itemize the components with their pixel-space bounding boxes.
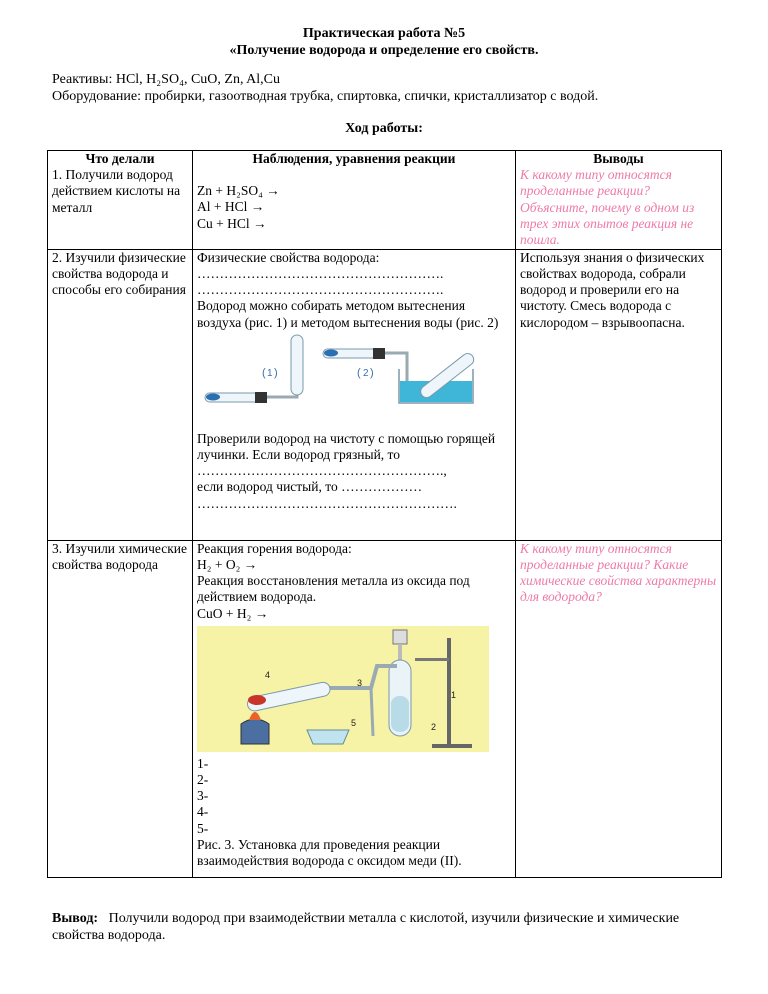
row3-item-4: 4- [197,804,209,820]
row1-conclusion: К какому типу относятся проделанные реакции? Объясните, почему в одном из трех этих опытов реакция не пошла. [516,167,722,249]
row2-dots3: …………………………………………………. [197,495,457,511]
reagents-line [52,71,280,88]
row2-phys-label: Физические свойства водорода: [197,249,380,265]
row3-eq-reduce: CuO + H₂ → [197,605,269,621]
svg-text:): ) [274,366,278,379]
final-conclusion [52,910,732,944]
row3-item-2: 2- [197,771,209,787]
row2-purity-text2: если водород чистый, то ……………… [197,479,423,495]
fig1-apparatus [205,335,303,403]
row3-item-3: 3- [197,788,209,804]
fig3-label-1: 1 [451,689,457,700]
fig1-label: 1 [267,367,273,379]
row2-purity-text: Проверили водород на чистоту с помощью горящей лучинки. Если водород грязный, то ………………………………………………., [197,430,496,479]
row1-observations [193,167,516,249]
progress-heading: Ход работы: [345,121,423,136]
final-label: Вывод: [52,911,99,926]
row1-done: 1. Получили водород действием кислоты на металл [48,167,193,249]
svg-text:(: ( [357,366,361,379]
equipment-line [52,88,598,105]
equipment-label: Оборудование: [52,89,142,104]
header-done: Что делали [48,151,193,168]
row3-burn-label: Реакция горения водорода: [197,540,352,556]
row2-dots1: ………………………………………………. [197,265,444,281]
row3-conclusion: К какому типу относятся проделанные реакции? Какие химические свойства характерны для водорода? [516,540,722,877]
reagents-label: Реактивы: [52,72,113,87]
fig3-label-4: 4 [265,669,271,680]
header-conclusions: Выводы [516,151,722,168]
fig3-label-5: 5 [351,717,357,728]
row3-item-1: 1- [197,755,209,771]
fig3-label-3: 3 [357,677,363,688]
header-observations: Наблюдения, уравнения реакции [193,151,516,168]
reduction-setup-figure [197,626,489,752]
figure-caption: Рис. 3. Установка для проведения реакции взаимодействия водорода с оксидом меди (II). [197,836,462,868]
fig2-apparatus [323,348,476,403]
row2-dots2: ………………………………………………. [197,282,444,298]
reagents-text: HCl, H₂SO₄, CuO, Zn, Al,Cu [115,72,281,87]
row3-eq-burn: H₂ + O₂ → [197,556,258,572]
row3-item-5: 5- [197,820,209,836]
row3-done: 3. Изучили химические свойства водорода [48,540,193,877]
equipment-text: пробирки, газоотводная трубка, спиртовка, спички, кристаллизатор с водой. [144,89,599,104]
row1-eq1: Zn + H₂SO₄ → [197,183,280,199]
collection-figure [197,331,497,431]
row1-eq3: Cu + HCl → [197,215,267,231]
row3-reduce-label: Реакция восстановления металла из оксида под действием водорода. [197,573,470,605]
final-text: Получили водород при взаимодействии металла с кислотой, изучили физические и химические свойства водорода. [52,911,680,943]
row2-collect-text: Водород можно собирать методом вытеснения воздуха (рис. 1) и методом вытеснения воды (рис. 2) [197,298,499,330]
row1-eq2: Al + HCl → [197,199,265,215]
fig3-label-2: 2 [431,721,437,732]
page-title-line1: Практическая работа №5 [302,26,466,41]
fig2-label: 2 [363,367,369,379]
row3-observations [193,540,516,877]
svg-text:): ) [370,366,374,379]
svg-text:(: ( [262,366,266,379]
row2-observations [193,249,516,540]
work-table [47,150,722,878]
page-title-line2: «Получение водорода и определение его свойств. [229,43,539,58]
row2-done: 2. Изучили физические свойства водорода и способы его собирания [48,249,193,540]
row2-conclusion: Используя знания о физических свойствах водорода, собрали водород и проверили его на чистоту. Смесь водорода с кислородом – взрывоопасна. [516,249,722,540]
